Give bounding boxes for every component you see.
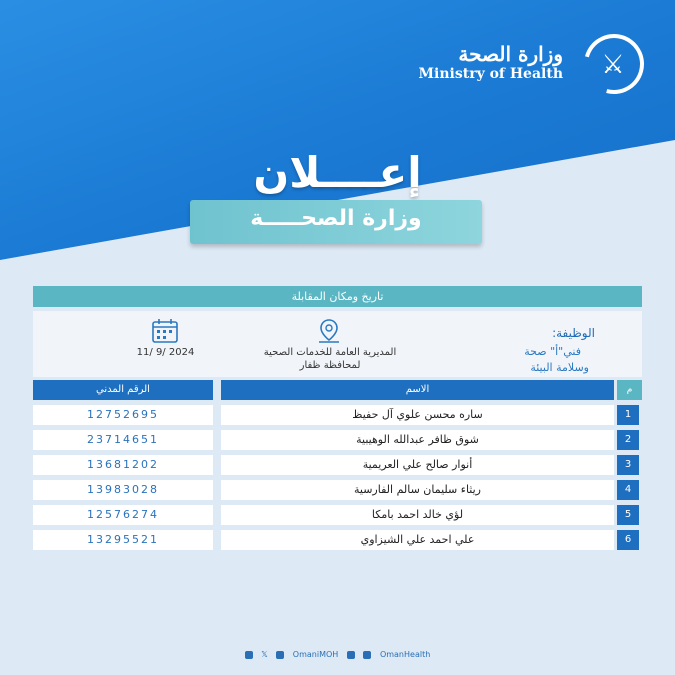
facebook-icon[interactable] <box>347 651 355 659</box>
name-cell: ريثاء سليمان سالم الفارسية <box>221 480 614 500</box>
khanjar-emblem-icon: ⚔ <box>601 50 625 80</box>
table-row <box>33 405 642 425</box>
job-label: الوظيفة: <box>552 326 595 340</box>
row-number-cell: 1 <box>617 405 639 425</box>
logo-arabic: وزارة الصحة <box>458 42 563 66</box>
location-line1: المديرية العامة للخدمات الصحية <box>263 347 397 358</box>
instagram-icon[interactable] <box>245 651 253 659</box>
row-number-cell: 3 <box>617 455 639 475</box>
table-row <box>33 455 642 475</box>
civil-number-cell: 13295521 <box>33 530 213 550</box>
row-number-cell: 4 <box>617 480 639 500</box>
subtitle-text: وزارة الصحـــــة <box>250 206 422 231</box>
header-name: الاسم <box>221 380 614 400</box>
civil-number-cell: 13681202 <box>33 455 213 475</box>
location-line2: لمحافظة ظفار <box>299 360 361 371</box>
footer-handle-1[interactable]: OmaniMOH <box>292 650 339 659</box>
header-num: م <box>617 380 642 400</box>
name-cell: علي احمد علي الشيزاوي <box>221 530 614 550</box>
calendar-icon <box>151 318 179 344</box>
table-row <box>33 505 642 525</box>
youtube-icon[interactable] <box>276 651 284 659</box>
header-civil-number: الرقم المدني <box>33 380 213 400</box>
table-row <box>33 430 642 450</box>
location-pin-icon <box>316 318 342 344</box>
x-icon[interactable]: 𝕏 <box>261 650 268 659</box>
row-number-cell: 6 <box>617 530 639 550</box>
name-cell: أنوار صالح علي العريمية <box>221 455 614 475</box>
name-cell: لؤي خالد احمد بامكا <box>221 505 614 525</box>
social-footer <box>0 650 675 659</box>
civil-number-cell: 23714651 <box>33 430 213 450</box>
subtitle-banner <box>190 200 482 244</box>
logo-english: Ministry of Health <box>418 66 563 82</box>
civil-number-cell: 12576274 <box>33 505 213 525</box>
linkedin-icon[interactable] <box>363 651 371 659</box>
job-value-line1: فني"أ" صحة <box>524 345 581 358</box>
civil-number-cell: 13983028 <box>33 480 213 500</box>
civil-number-cell: 12752695 <box>33 405 213 425</box>
name-cell: ساره محسن علوي آل حفيظ <box>221 405 614 425</box>
job-value-line2: وسلامة البيئة <box>530 361 589 374</box>
name-cell: شوق ظافر عبدالله الوهيبية <box>221 430 614 450</box>
table-row <box>33 530 642 550</box>
table-row <box>33 480 642 500</box>
interview-section-title: تاريخ ومكان المقابلة <box>33 286 642 307</box>
interview-date: 11/ 9/ 2024 <box>136 347 195 358</box>
row-number-cell: 5 <box>617 505 639 525</box>
row-number-cell: 2 <box>617 430 639 450</box>
footer-handle-2[interactable]: OmanHealth <box>379 650 431 659</box>
page-title: إعــــلان <box>253 148 422 197</box>
